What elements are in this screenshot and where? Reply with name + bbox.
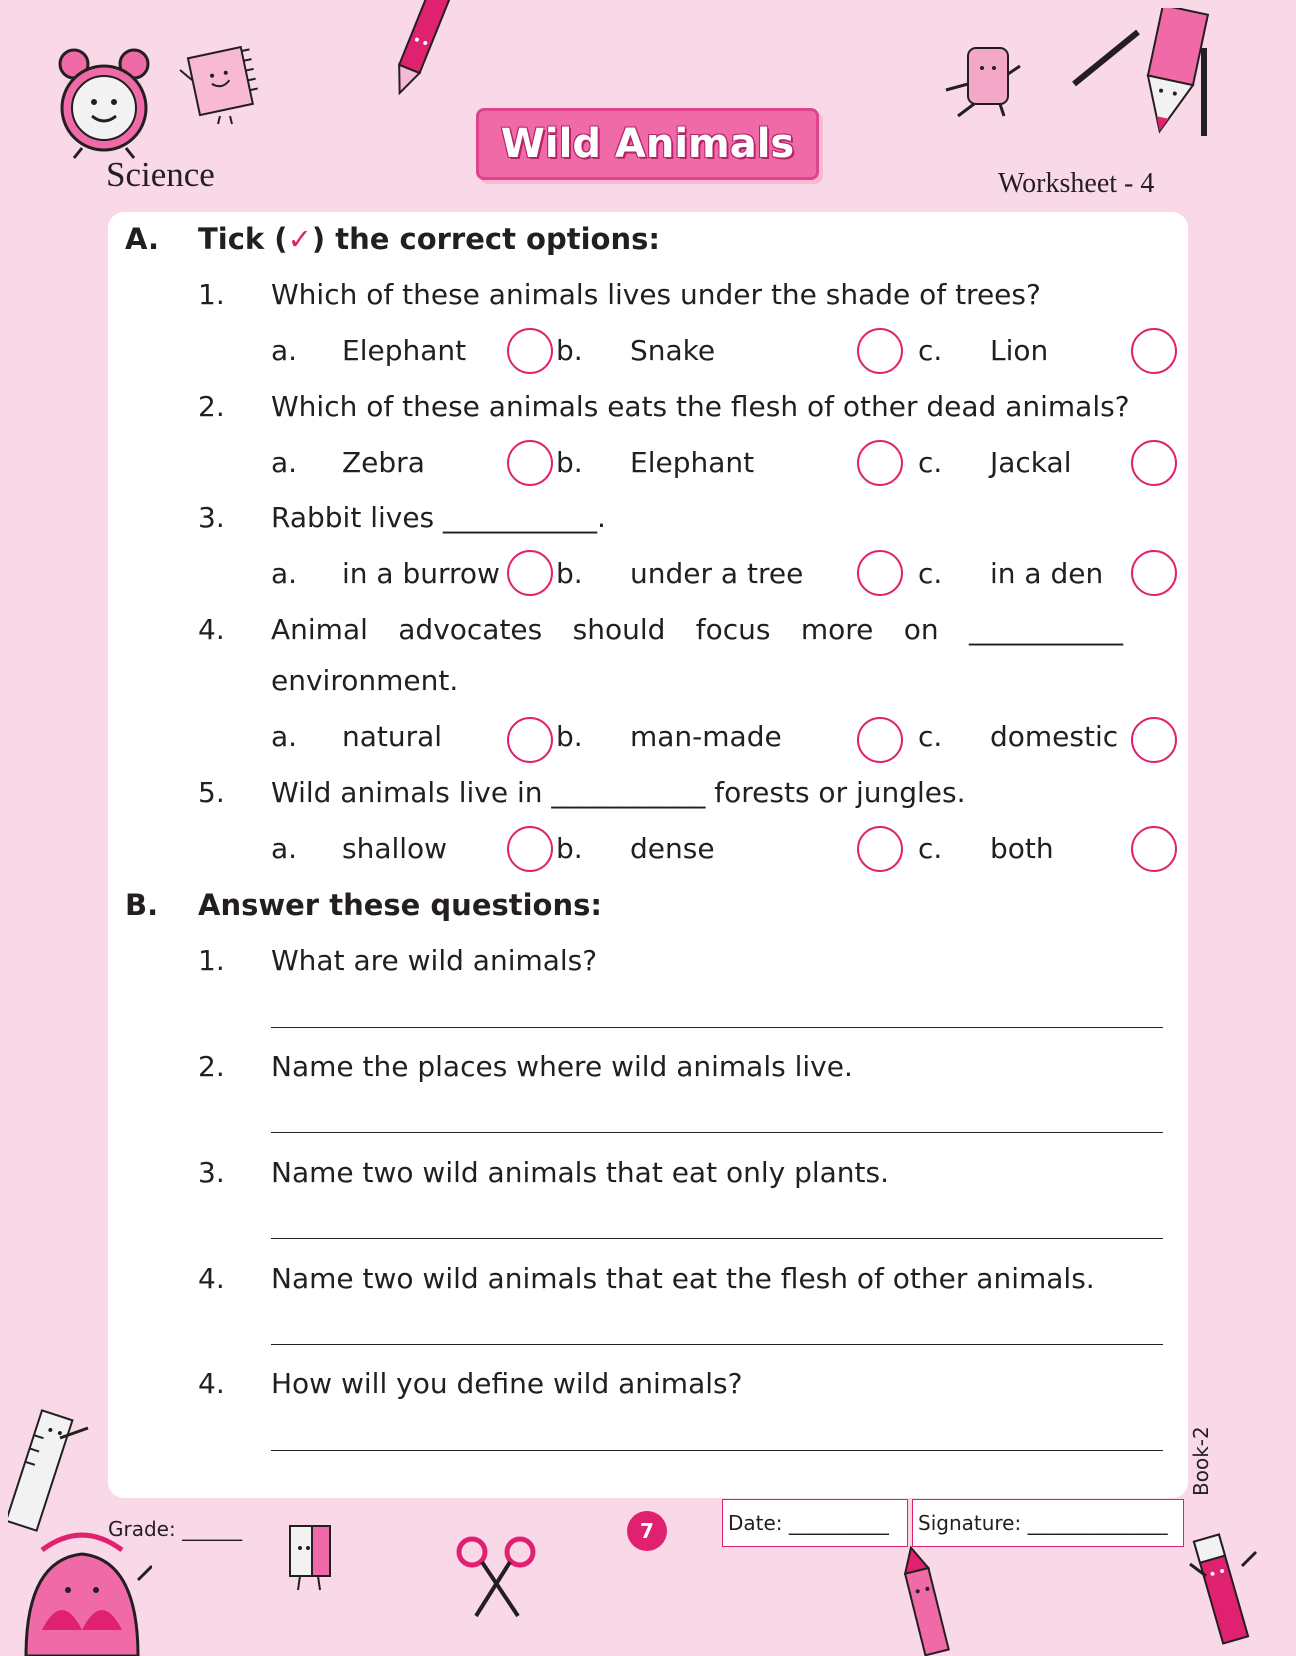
option-5b-circle[interactable] <box>857 826 903 872</box>
section-a-title <box>198 222 660 256</box>
option-1c-circle[interactable] <box>1131 328 1177 374</box>
eraser-illustration <box>944 44 1024 120</box>
question-text: Which of these animals lives under the shade of trees? <box>271 278 1041 311</box>
question-text: Name two wild animals that eat the flesh of other animals. <box>271 1262 1095 1295</box>
question-number: 2. <box>198 1050 225 1083</box>
book-label: Book-2 <box>1189 1426 1213 1496</box>
pencil-illustration-top <box>380 0 450 110</box>
option-text: Jackal <box>990 446 1072 479</box>
section-a-letter: A. <box>125 222 159 256</box>
option-text: Zebra <box>342 446 425 479</box>
notebook-illustration <box>176 44 266 126</box>
question-word: focus <box>695 613 771 646</box>
option-letter: b. <box>556 557 583 590</box>
question-word: advocates <box>398 613 543 646</box>
option-3a-circle[interactable] <box>507 550 553 596</box>
question-word: should <box>572 613 666 646</box>
question-word: Animal <box>271 613 368 646</box>
option-text: Elephant <box>630 446 755 479</box>
worksheet-number: Worksheet - 4 <box>998 168 1155 199</box>
option-3c-circle[interactable] <box>1131 550 1177 596</box>
question-text: Rabbit lives ___________. <box>271 501 606 534</box>
answer-line[interactable] <box>271 1238 1163 1239</box>
signature-label: Signature: ______________ <box>918 1511 1168 1535</box>
section-b-letter: B. <box>125 888 159 922</box>
option-letter: a. <box>271 446 298 479</box>
option-4a-circle[interactable] <box>507 717 553 763</box>
grade-field[interactable]: Grade: ______ <box>108 1517 243 1541</box>
option-letter: b. <box>556 832 583 865</box>
question-number: 4. <box>198 613 225 646</box>
option-letter: b. <box>556 720 583 753</box>
answer-line[interactable] <box>271 1027 1163 1028</box>
date-label: Date: __________ <box>728 1511 889 1535</box>
option-letter: a. <box>271 832 298 865</box>
option-text: Lion <box>990 334 1049 367</box>
option-letter: c. <box>918 334 943 367</box>
question-number: 3. <box>198 501 225 534</box>
title-banner <box>476 108 819 180</box>
option-2c-circle[interactable] <box>1131 440 1177 486</box>
option-text: Elephant <box>342 334 467 367</box>
option-text: Snake <box>630 334 716 367</box>
subject-label: Science <box>106 155 215 194</box>
date-box[interactable] <box>722 1499 908 1547</box>
option-letter: c. <box>918 446 943 479</box>
question-number: 4. <box>198 1367 225 1400</box>
option-letter: c. <box>918 832 943 865</box>
question-number: 3. <box>198 1156 225 1189</box>
option-text: both <box>990 832 1054 865</box>
question-number: 4. <box>198 1262 225 1295</box>
option-letter: a. <box>271 720 298 753</box>
section-a-title-start: Tick ( <box>198 222 288 256</box>
option-letter: c. <box>918 720 943 753</box>
question-text: Which of these animals eats the flesh of other dead animals? <box>271 390 1130 423</box>
option-text: in a burrow <box>342 557 500 590</box>
ruler-illustration <box>8 1408 94 1534</box>
alarm-clock-illustration <box>52 42 162 162</box>
scissors-illustration <box>454 1534 540 1622</box>
option-text: man-made <box>630 720 782 753</box>
answer-line[interactable] <box>271 1132 1163 1133</box>
option-5a-circle[interactable] <box>507 826 553 872</box>
page-number: 7 <box>627 1511 667 1551</box>
page-title: Wild Animals <box>500 121 795 167</box>
option-1b-circle[interactable] <box>857 328 903 374</box>
question-word: on <box>903 613 939 646</box>
question-number: 5. <box>198 776 225 809</box>
option-letter: b. <box>556 334 583 367</box>
option-2b-circle[interactable] <box>857 440 903 486</box>
option-4c-circle[interactable] <box>1131 717 1177 763</box>
question-blank: ___________ <box>968 613 1123 646</box>
option-letter: c. <box>918 557 943 590</box>
option-text: domestic <box>990 720 1119 753</box>
crayon-illustration <box>884 1540 964 1656</box>
answer-line[interactable] <box>271 1450 1163 1451</box>
option-3b-circle[interactable] <box>857 550 903 596</box>
option-1a-circle[interactable] <box>507 328 553 374</box>
signature-box[interactable] <box>912 1499 1184 1547</box>
question-text: Name two wild animals that eat only plants. <box>271 1156 890 1189</box>
question-number: 2. <box>198 390 225 423</box>
question-text: What are wild animals? <box>271 944 598 977</box>
question-number: 1. <box>198 944 225 977</box>
option-text: natural <box>342 720 443 753</box>
option-text: dense <box>630 832 715 865</box>
question-text-continued: environment. <box>271 664 459 697</box>
check-mark-icon: ✓ <box>287 222 312 256</box>
option-letter: a. <box>271 334 298 367</box>
question-number: 1. <box>198 278 225 311</box>
question-text: How will you define wild animals? <box>271 1367 743 1400</box>
option-text: in a den <box>990 557 1104 590</box>
option-text: under a tree <box>630 557 804 590</box>
answer-line[interactable] <box>271 1344 1163 1345</box>
option-letter: b. <box>556 446 583 479</box>
big-pencil-illustration <box>1070 8 1220 140</box>
question-word: more <box>800 613 874 646</box>
option-letter: a. <box>271 557 298 590</box>
option-2a-circle[interactable] <box>507 440 553 486</box>
option-5c-circle[interactable] <box>1131 826 1177 872</box>
section-b-title: Answer these questions: <box>198 888 602 922</box>
section-a-title-end: ) the correct options: <box>311 222 660 256</box>
question-text <box>271 613 1123 646</box>
option-text: shallow <box>342 832 448 865</box>
question-text: Name the places where wild animals live. <box>271 1050 853 1083</box>
pen-illustration-bottom <box>1188 1532 1258 1656</box>
sharpener-illustration <box>284 1520 344 1596</box>
question-text: Wild animals live in ___________ forests or jungles. <box>271 776 966 809</box>
option-4b-circle[interactable] <box>857 717 903 763</box>
